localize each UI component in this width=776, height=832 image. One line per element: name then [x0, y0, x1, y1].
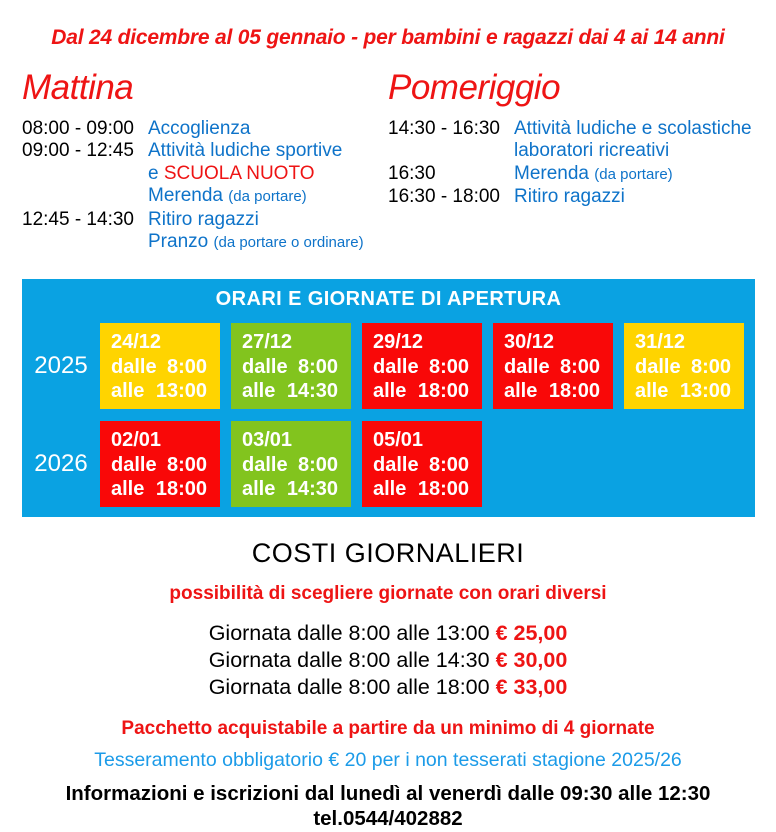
- open-day-cell: [231, 323, 351, 409]
- cost-option-price: € 30,00: [495, 648, 568, 672]
- time-range: [22, 231, 148, 254]
- phone-number: tel.0544/402882: [313, 807, 463, 830]
- year-label: 2025: [34, 352, 88, 379]
- time-range: 16:30: [388, 162, 436, 184]
- schedule-row: [22, 209, 382, 231]
- info-line: Informazioni e iscrizioni dal lunedì al venerdì dalle 09:30 alle 12:30: [65, 782, 711, 805]
- open-from: 8:00: [166, 453, 207, 476]
- schedule-row: [22, 118, 382, 140]
- open-to: 13:00: [155, 380, 207, 402]
- activity-label: Attività ludiche e scolastiche: [514, 118, 752, 139]
- costs-title: COSTI GIORNALIERI: [251, 538, 525, 568]
- time-range: 14:30 - 16:30: [388, 118, 500, 139]
- schedule-row: [22, 185, 382, 208]
- activity-label: Pranzo: [148, 231, 209, 253]
- time-range: [22, 163, 148, 185]
- open-from: 8:00: [690, 355, 731, 378]
- cost-option-price: € 25,00: [495, 621, 568, 645]
- open-to: 18:00: [417, 380, 469, 402]
- dalle-label: dalle: [373, 453, 419, 476]
- activity-label: Ritiro ragazzi: [514, 186, 625, 208]
- open-day-cell: [362, 323, 482, 409]
- open-to: 18:00: [548, 380, 600, 402]
- open-from: 8:00: [428, 355, 469, 378]
- schedule-row: [388, 186, 772, 208]
- open-to: 18:00: [155, 478, 207, 500]
- activity-label: Ritiro ragazzi: [148, 208, 259, 230]
- cell-date: 03/01: [242, 429, 293, 451]
- cost-option: [0, 647, 776, 674]
- pomeriggio-section: [388, 66, 772, 209]
- dalle-label: dalle: [111, 355, 157, 378]
- opening-days-row-2025: [22, 323, 755, 409]
- cost-option: [0, 674, 776, 701]
- time-range: 16:30 - 18:00: [388, 186, 500, 208]
- mattina-title: Mattina: [22, 68, 134, 107]
- open-from: 8:00: [428, 453, 469, 476]
- open-to: 14:30: [286, 380, 338, 402]
- alle-label: alle: [111, 478, 145, 500]
- cell-date: 31/12: [635, 331, 686, 353]
- schedule-row: [388, 140, 772, 162]
- costs-section: [0, 538, 776, 832]
- alle-label: alle: [111, 380, 145, 402]
- cell-date: 27/12: [242, 331, 293, 353]
- open-to: 14:30: [286, 478, 338, 500]
- open-day-cell: [100, 323, 220, 409]
- activity-label: Merenda: [514, 162, 589, 184]
- dalle-label: dalle: [635, 355, 681, 378]
- pomeriggio-schedule: [388, 118, 772, 209]
- cell-date: 29/12: [373, 331, 424, 353]
- activity-highlight: SCUOLA NUOTO: [163, 162, 315, 184]
- year-label: 2026: [34, 450, 88, 477]
- open-day-cell: [231, 421, 351, 507]
- cell-date: 05/01: [373, 429, 424, 451]
- mattina-section: [22, 66, 382, 254]
- cell-date: 24/12: [111, 331, 162, 353]
- pomeriggio-title: Pomeriggio: [388, 68, 561, 107]
- open-from: 8:00: [297, 453, 338, 476]
- cost-options: [0, 620, 776, 701]
- open-to: 13:00: [679, 380, 731, 402]
- activity-label: Merenda: [148, 185, 223, 207]
- activity-label: e: [148, 162, 159, 184]
- activity-label: Attività ludiche sportive: [148, 140, 343, 162]
- package-note: Pacchetto acquistabile a partire da un minimo di 4 giornate: [121, 718, 655, 739]
- open-to: 18:00: [417, 478, 469, 500]
- cost-option-label: Giornata dalle 8:00 alle 13:00: [208, 621, 490, 645]
- alle-label: alle: [373, 478, 407, 500]
- dalle-label: dalle: [504, 355, 550, 378]
- opening-days-panel: [22, 279, 755, 517]
- alle-label: alle: [504, 380, 538, 402]
- activity-note: (da portare): [228, 188, 307, 206]
- schedule-row: [388, 118, 772, 140]
- open-day-cell: [624, 323, 744, 409]
- alle-label: alle: [635, 380, 669, 402]
- cost-option-price: € 33,00: [495, 675, 568, 699]
- alle-label: alle: [242, 380, 276, 402]
- cost-option-label: Giornata dalle 8:00 alle 18:00: [208, 675, 490, 699]
- open-from: 8:00: [297, 355, 338, 378]
- mattina-schedule: [22, 118, 382, 254]
- activity-note: (da portare o ordinare): [213, 234, 364, 252]
- opening-days-title: ORARI E GIORNATE DI APERTURA: [215, 288, 562, 310]
- dalle-label: dalle: [111, 453, 157, 476]
- cell-date: 02/01: [111, 429, 162, 451]
- open-from: 8:00: [559, 355, 600, 378]
- opening-days-row-2026: [22, 421, 755, 507]
- alle-label: alle: [373, 380, 407, 402]
- membership-note: Tesseramento obbligatorio € 20 per i non tesserati stagione 2025/26: [94, 749, 682, 771]
- alle-label: alle: [242, 478, 276, 500]
- dalle-label: dalle: [242, 355, 288, 378]
- cost-option-label: Giornata dalle 8:00 alle 14:30: [208, 648, 490, 672]
- time-range: 09:00 - 12:45: [22, 140, 134, 162]
- cost-option: [0, 620, 776, 647]
- time-range: 12:45 - 14:30: [22, 208, 134, 230]
- open-day-cell: [362, 421, 482, 507]
- dalle-label: dalle: [242, 453, 288, 476]
- schedule-row: [22, 140, 382, 162]
- dalle-label: dalle: [373, 355, 419, 378]
- schedule-row: [22, 231, 382, 254]
- cell-date: 30/12: [504, 331, 555, 353]
- flyer-tagline: Dal 24 dicembre al 05 gennaio - per bambini e ragazzi dai 4 ai 14 anni: [51, 26, 725, 49]
- activity-label: laboratori ricreativi: [514, 140, 670, 162]
- open-from: 8:00: [166, 355, 207, 378]
- open-day-cell: [100, 421, 220, 507]
- time-range: [22, 185, 148, 208]
- schedule-row: [22, 163, 382, 185]
- time-range: [388, 140, 514, 162]
- open-day-cell: [493, 323, 613, 409]
- time-range: 08:00 - 09:00: [22, 118, 134, 139]
- costs-subtitle: possibilità di scegliere giornate con orari diversi: [169, 583, 607, 604]
- activity-note: (da portare): [594, 165, 673, 183]
- activity-label: Accoglienza: [148, 118, 251, 139]
- schedule-row: [388, 163, 772, 186]
